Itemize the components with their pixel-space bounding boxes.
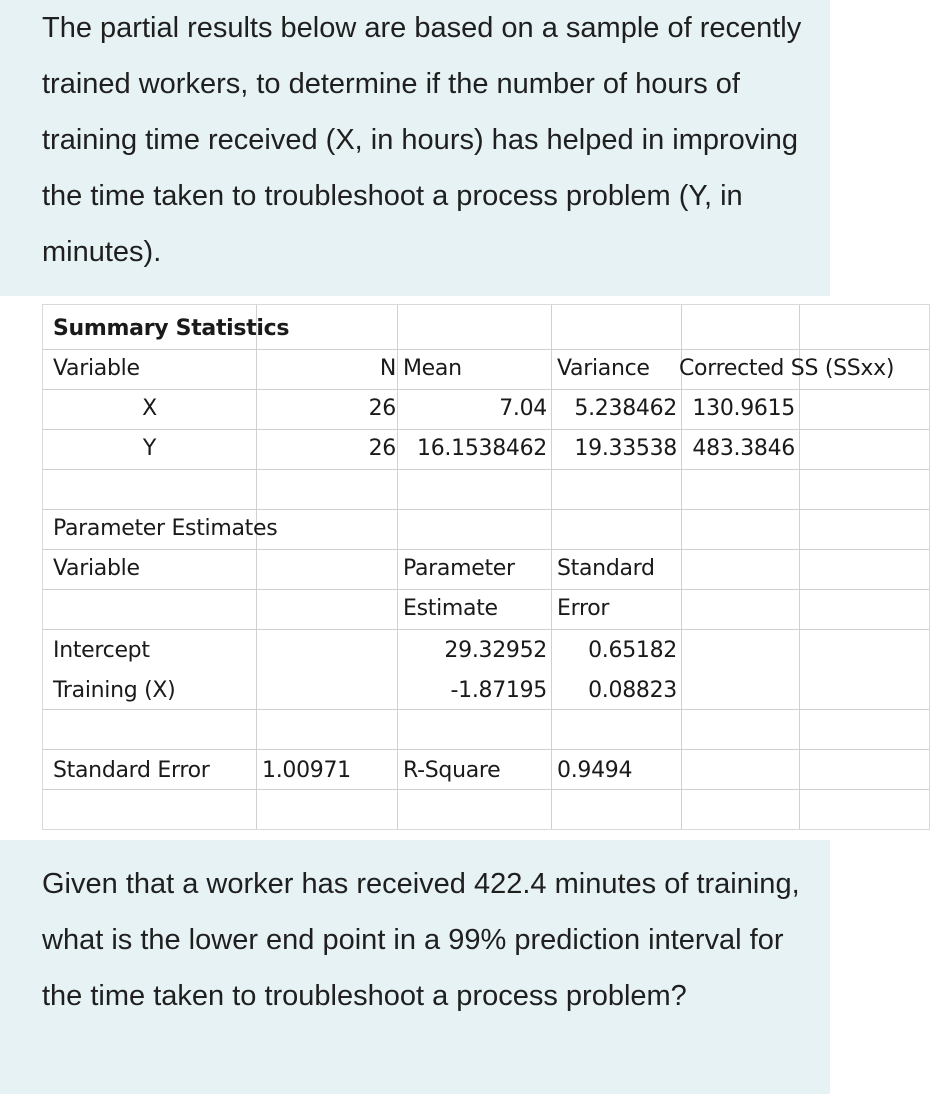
summary-header-n: N (379, 356, 396, 381)
grid-line (397, 305, 398, 829)
summary-row-n: 26 (368, 436, 396, 461)
param-row-stderr: 0.08823 (588, 678, 677, 703)
summary-row-variance: 5.238462 (574, 396, 677, 421)
param-row-stderr: 0.65182 (588, 638, 677, 663)
summary-header-corrected-ss: Corrected SS (SSxx) (679, 356, 895, 381)
summary-header-variable: Variable (53, 356, 140, 381)
grid-line (43, 749, 929, 750)
rsquare-label: R-Square (403, 758, 501, 783)
summary-row-variance: 19.33538 (574, 436, 677, 461)
param-row-estimate: -1.87195 (450, 678, 547, 703)
statistics-table (42, 304, 930, 830)
summary-header-mean: Mean (403, 356, 462, 381)
summary-row-mean: 7.04 (499, 396, 547, 421)
std-error-value: 1.00971 (262, 758, 351, 783)
param-title: Parameter Estimates (53, 516, 278, 541)
question-text: Given that a worker has received 422.4 minutes of training, what is the lower end point in a 99% prediction interval for the time taken to troubleshoot a process problem? (42, 868, 800, 1012)
param-header-estimate: Parameter (403, 556, 515, 581)
rsquare-value: 0.9494 (557, 758, 633, 783)
summary-row-mean: 16.1538462 (417, 436, 547, 461)
grid-line (43, 629, 929, 630)
summary-row-n: 26 (368, 396, 396, 421)
param-header-estimate-line2: Estimate (403, 596, 498, 621)
param-header-stderr: Standard (557, 556, 655, 581)
grid-line (43, 469, 929, 470)
summary-row-corrected-ss: 130.9615 (692, 396, 795, 421)
param-row-variable: Training (X) (53, 678, 176, 703)
param-header-variable: Variable (53, 556, 140, 581)
summary-row-variable: Y (142, 436, 157, 461)
summary-row-corrected-ss: 483.3846 (692, 436, 795, 461)
summary-header-variance: Variance (557, 356, 650, 381)
grid-line (551, 305, 552, 829)
std-error-label: Standard Error (53, 758, 210, 783)
summary-row-variable: X (142, 396, 157, 421)
param-header-stderr-line2: Error (557, 596, 610, 621)
summary-title: Summary Statistics (53, 316, 290, 341)
param-row-variable: Intercept (53, 638, 150, 663)
intro-text: The partial results below are based on a sample of recently trained workers, to determine if the number of hours of training time received (X, in hours) has helped in improving the time taken to troubleshoot a process problem (Y, in minutes). (42, 12, 802, 268)
param-row-estimate: 29.32952 (444, 638, 547, 663)
